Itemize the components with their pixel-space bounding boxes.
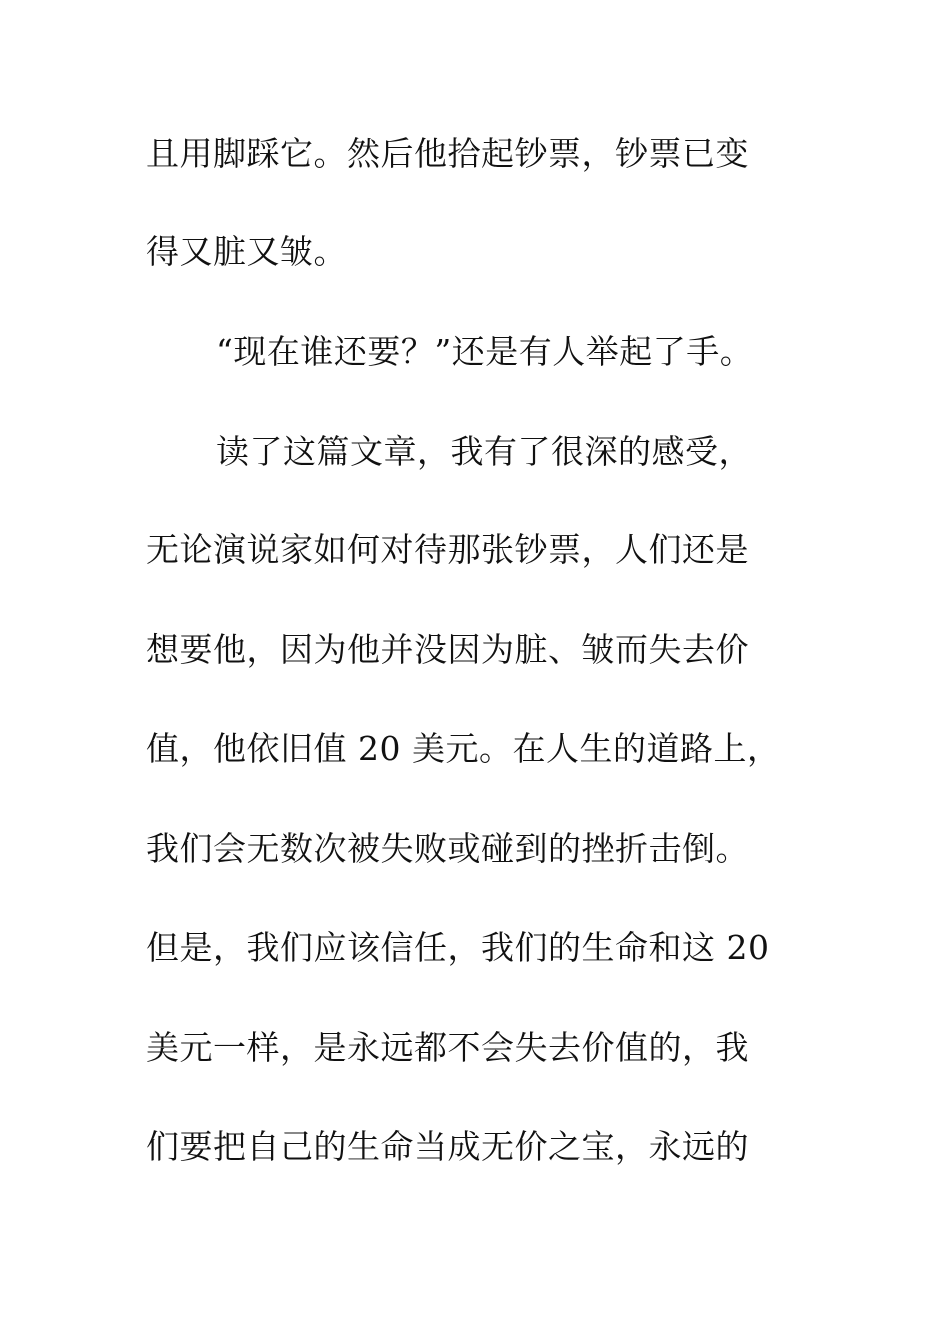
text-line-8: 我们会无数次被失败或碰到的挫折击倒。: [146, 829, 749, 868]
text-line-3: “现在谁还要？”还是有人举起了手。: [216, 332, 754, 371]
text-line-6: 想要他，因为他并没因为脏、皱而失去价: [146, 630, 749, 669]
text-line-9: 但是，我们应该信任，我们的生命和这 20: [146, 928, 770, 967]
text-line-4: 读了这篇文章，我有了很深的感受，: [216, 432, 752, 471]
text-line-10: 美元一样，是永远都不会失去价值的，我: [146, 1028, 749, 1067]
text-line-2: 得又脏又皱。: [146, 232, 347, 271]
text-line-1: 且用脚踩它。然后他拾起钞票，钞票已变: [146, 134, 749, 173]
text-line-5: 无论演说家如何对待那张钞票，人们还是: [146, 530, 749, 569]
text-line-11: 们要把自己的生命当成无价之宝，永远的: [146, 1127, 749, 1166]
text-line-7: 值，他依旧值 20 美元。在人生的道路上，: [146, 729, 781, 768]
